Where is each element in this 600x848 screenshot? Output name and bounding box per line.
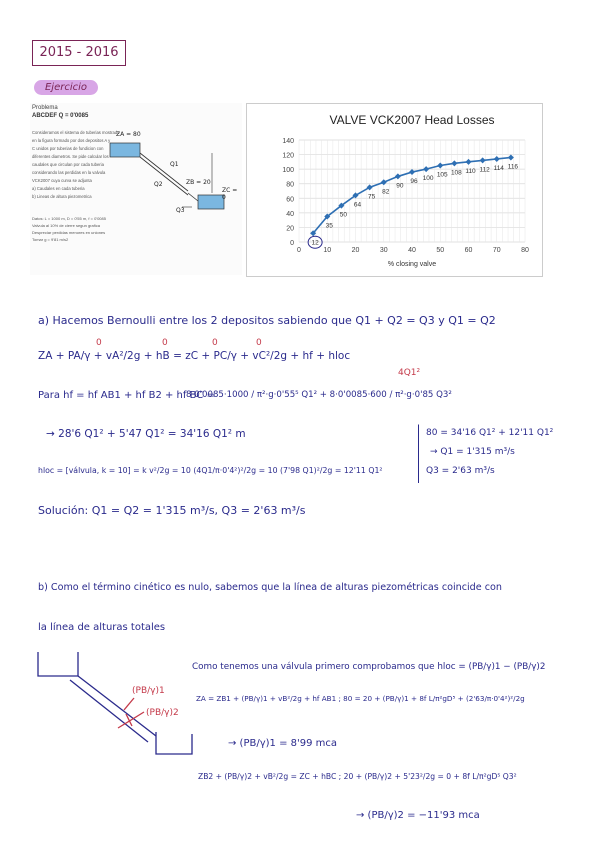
reservoir-c	[198, 195, 224, 209]
data-point	[395, 173, 401, 179]
problem-statement-image	[30, 103, 242, 275]
solution-text: Solución: Q1 = Q2 = 1'315 m³/s, Q3 = 2'63 m³/s	[38, 504, 306, 517]
pipe-3	[188, 193, 198, 201]
reservoir-a	[110, 143, 140, 157]
data-point	[466, 159, 472, 165]
problem-footnotes	[32, 215, 240, 243]
friction-loss-equation: Para hf = hf AB1 + hf B2 + hf BC =	[38, 390, 215, 401]
system-brace	[418, 424, 419, 483]
pressure-label-1: (PB/γ)1	[132, 686, 165, 696]
zero-mark-1: 0	[96, 338, 102, 348]
data-label: 110	[465, 167, 476, 175]
problem-body-line: diferentes diametros. Se pide calcular los	[32, 154, 109, 159]
x-tick-label: 10	[323, 247, 332, 254]
problem-body-line: a) Caudales en cada tuberia	[32, 186, 85, 191]
x-tick-label: 60	[464, 247, 473, 254]
problem-label: Problema	[32, 105, 58, 111]
problem-body-line: Consideramos el sistema de tuberias mostrado	[32, 130, 120, 135]
pressure-result-1: → (PB/γ)1 = 8'99 mca	[228, 738, 338, 749]
y-tick-label: 140	[282, 138, 294, 145]
y-tick-label: 60	[286, 196, 294, 204]
data-label: 112	[479, 166, 490, 174]
y-tick-label: 80	[286, 181, 294, 189]
problem-body-line: b) Lineas de altura piezometrica	[32, 194, 92, 199]
year-title: 2015 - 2016	[32, 40, 126, 66]
data-point	[480, 157, 486, 163]
part-a-heading: a) Hacemos Bernoulli entre los 2 depositos sabiendo que Q1 + Q2 = Q3 y Q1 = Q2	[38, 314, 496, 327]
chart-title: VALVE VCK2007 Head Losses	[329, 113, 495, 127]
data-label: 35	[325, 222, 333, 230]
data-label: 116	[507, 163, 519, 171]
problem-title-line: ABCDEF Q = 0'0085	[32, 113, 89, 119]
problem-footnote: Valvula al 10% de cierre segun grafica	[32, 223, 100, 228]
data-label: 90	[396, 182, 404, 190]
y-tick-label: 100	[282, 167, 294, 175]
data-label: 114	[493, 164, 504, 172]
problem-footnote: Despreciar perdidas menores en uniones	[32, 230, 106, 235]
pressure-result-2: → (PB/γ)2 = −11'93 mca	[356, 810, 480, 821]
q2-label: Q2	[154, 181, 163, 188]
y-tick-label: 40	[286, 210, 294, 218]
valve-note: Como tenemos una válvula primero comprobamos que hloc = (PB/γ)1 − (PB/γ)2	[192, 662, 546, 672]
bernoulli-equation: ZA + PA/γ + vA²/2g + hB = zC + PC/γ + vC²/2g + hf + hloc	[38, 350, 351, 362]
data-label: 96	[410, 178, 418, 186]
system-result-q1: → Q1 = 1'315 m³/s	[430, 447, 515, 457]
local-loss-equation: hloc = [válvula, k = 10] = k v²/2g = 10 (4Q1/π·0'4²)²/2g = 10 (7'98 Q1)²/2g = 12'11 Q1²	[38, 466, 383, 475]
x-tick-label: 40	[408, 247, 416, 254]
data-label: 82	[382, 188, 390, 196]
x-tick-label: 0	[297, 247, 301, 254]
y-tick-label: 120	[282, 152, 294, 160]
system-result-q3: Q3 = 2'63 m³/s	[426, 466, 495, 476]
pipe-1	[140, 153, 188, 191]
x-tick-label: 70	[492, 247, 501, 254]
y-tick-label: 20	[286, 225, 294, 233]
data-label: 75	[368, 193, 376, 201]
data-point	[437, 163, 443, 169]
data-label: 105	[436, 171, 448, 179]
data-point	[494, 156, 500, 162]
data-label: 100	[422, 175, 434, 183]
y-tick-label: 0	[290, 240, 294, 247]
zb-label: ZB = 20	[186, 179, 211, 186]
data-point	[381, 179, 387, 185]
data-label: 50	[339, 211, 347, 219]
q1-label: Q1	[170, 161, 179, 168]
problem-body-line: en la figura formado por dos depositos A y	[32, 138, 111, 143]
data-label: 108	[450, 169, 462, 177]
x-tick-label: 20	[351, 247, 360, 254]
part-b-heading-2: la línea de alturas totales	[38, 622, 166, 633]
data-label: 12	[311, 239, 319, 247]
problem-footnote: Tomar g = 9'81 m/s2	[32, 237, 69, 242]
x-tick-label: 30	[379, 247, 388, 254]
energy-equation-a: ZA = ZB1 + (PB/γ)1 + vB²/2g + hf AB1 ; 80 = 20 + (PB/γ)1 + 8f L/π²gD⁵ + (2'63/π·0'4²)²/2g	[196, 694, 525, 703]
piezometric-sketch	[34, 650, 214, 770]
energy-equation-b: ZB2 + (PB/γ)2 + vB²/2g = ZC + hBC ; 20 + (PB/γ)2 + 5'23²/2g = 0 + 8f L/π²gD⁵ Q3²	[198, 772, 517, 781]
zero-mark-2: 0	[162, 338, 168, 348]
zc-label: ZC = 0	[222, 187, 238, 201]
chart-svg	[247, 104, 542, 276]
za-label: ZA = 80	[116, 131, 141, 138]
data-point	[508, 154, 514, 160]
pressure-label-2: (PB/γ)2	[146, 708, 179, 718]
system-equation: 80 = 34'16 Q1² + 12'11 Q1²	[426, 428, 554, 438]
reservoir-diagram	[30, 103, 242, 275]
problem-body-line: C unidos por tuberias de fundicion con	[32, 146, 104, 151]
q3-label: Q3	[176, 207, 185, 214]
pipe-2	[140, 157, 188, 195]
valve-chart	[246, 103, 543, 277]
x-axis-label: % closing valve	[387, 261, 437, 268]
x-tick-label: 50	[436, 247, 445, 254]
problem-body-line: caudales que circulan por cada tuberia	[32, 162, 104, 167]
zero-mark-3: 0	[212, 338, 218, 348]
data-label: 64	[353, 201, 362, 209]
section-tag: Ejercicio	[34, 80, 98, 95]
data-point	[451, 160, 457, 166]
zero-mark-4: 0	[256, 338, 262, 348]
x-tick-label: 80	[521, 247, 529, 254]
data-point	[409, 169, 415, 175]
data-point	[423, 166, 429, 172]
q3-substitution-note: 4Q1²	[398, 368, 421, 378]
problem-body-line: considerando las perdidas en la valvula	[32, 170, 106, 175]
sum-losses: → 28'6 Q1² + 5'47 Q1² = 34'16 Q1² m	[46, 428, 246, 440]
part-b-heading-1: b) Como el término cinético es nulo, sabemos que la línea de alturas piezométricas coincide con	[38, 582, 502, 593]
problem-footnote: Datos: L = 1000 m, D = 0'55 m, f = 0'0085	[32, 216, 106, 221]
problem-body-line: VCK2007 cuya curva se adjunta	[32, 178, 92, 183]
friction-loss-terms: 8·0'0085·1000 / π²·g·0'55⁵ Q1² + 8·0'0085·600 / π²·g·0'85 Q3²	[186, 390, 452, 400]
